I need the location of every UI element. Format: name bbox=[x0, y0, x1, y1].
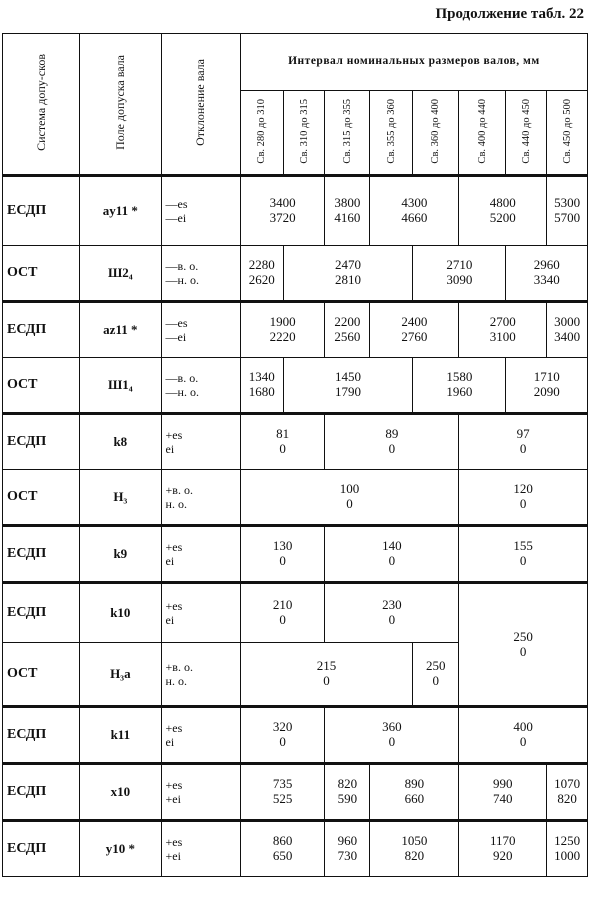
deviation-upper: —es bbox=[165, 315, 188, 330]
table-row bbox=[3, 246, 588, 302]
value-lower: 2620 bbox=[248, 272, 275, 287]
value-upper: 5300 bbox=[554, 195, 581, 211]
value-upper: 1450 bbox=[334, 369, 361, 385]
value-lower: 1960 bbox=[446, 384, 473, 399]
value-cell bbox=[325, 176, 370, 246]
value-cell bbox=[240, 414, 325, 470]
value-upper: 4300 bbox=[401, 195, 428, 211]
deviation-lower: ei bbox=[165, 613, 175, 627]
value-cell bbox=[325, 707, 459, 764]
field-cell: y10 * bbox=[80, 821, 161, 877]
value-lower: 4160 bbox=[334, 210, 361, 225]
header-system: Система допу-сков bbox=[3, 34, 80, 176]
value-upper: 860 bbox=[272, 833, 293, 849]
value-lower: 0 bbox=[323, 673, 330, 688]
table-row bbox=[3, 358, 588, 414]
value-cell bbox=[240, 302, 325, 358]
field-cell: H₃ bbox=[80, 470, 161, 526]
deviation-cell bbox=[161, 358, 240, 414]
value-upper: 230 bbox=[382, 597, 402, 613]
deviation-upper: +es bbox=[165, 720, 183, 735]
value-upper: 990 bbox=[492, 776, 513, 792]
value-cell bbox=[459, 470, 588, 526]
value-cell bbox=[370, 302, 459, 358]
header-range: Св. 440 до 450 bbox=[506, 91, 547, 176]
deviation-upper: +в. о. bbox=[165, 659, 193, 674]
value-upper: 3800 bbox=[334, 195, 361, 211]
deviation-lower: —ei bbox=[165, 211, 187, 225]
header-field: Поле допуска вала bbox=[80, 34, 161, 176]
deviation-cell bbox=[161, 414, 240, 470]
value-cell bbox=[283, 246, 413, 302]
deviation-cell bbox=[161, 821, 240, 877]
value-upper: 130 bbox=[272, 538, 293, 554]
value-lower: 0 bbox=[388, 441, 396, 456]
deviation-cell bbox=[161, 707, 240, 764]
table-row bbox=[3, 414, 588, 470]
field-cell: Ш2₄ bbox=[80, 246, 161, 302]
value-lower: 0 bbox=[279, 612, 286, 627]
system-cell: ЕСДП bbox=[3, 302, 80, 358]
value-upper: 2280 bbox=[248, 257, 275, 273]
header-range: Св. 280 до 310 bbox=[240, 91, 283, 176]
value-lower: 0 bbox=[388, 553, 396, 568]
system-cell: ЕСДП bbox=[3, 583, 80, 643]
value-lower: 0 bbox=[432, 673, 440, 688]
value-upper: 2200 bbox=[334, 314, 361, 330]
deviation-cell bbox=[161, 246, 240, 302]
deviation-cell bbox=[161, 583, 240, 643]
system-cell: ОСТ bbox=[3, 246, 80, 302]
value-cell bbox=[459, 414, 588, 470]
deviation-upper: +es bbox=[165, 539, 183, 554]
value-cell bbox=[459, 707, 588, 764]
value-lower: 3100 bbox=[489, 329, 516, 344]
value-cell bbox=[325, 302, 370, 358]
value-lower: 590 bbox=[337, 791, 358, 806]
value-cell bbox=[240, 358, 283, 414]
value-lower: 5700 bbox=[554, 210, 581, 225]
deviation-lower: ei bbox=[165, 554, 175, 568]
value-cell bbox=[547, 302, 588, 358]
value-upper: 120 bbox=[513, 481, 533, 497]
system-cell: ОСТ bbox=[3, 643, 80, 707]
deviation-upper: —в. о. bbox=[165, 370, 199, 385]
value-upper: 140 bbox=[382, 538, 402, 554]
value-lower: 1680 bbox=[248, 384, 275, 399]
deviation-upper: +es bbox=[165, 777, 183, 792]
table-row bbox=[3, 176, 588, 246]
deviation-lower: +ei bbox=[165, 792, 181, 806]
value-lower: 0 bbox=[388, 612, 396, 627]
system-cell: ЕСДП bbox=[3, 414, 80, 470]
value-cell bbox=[370, 821, 459, 877]
value-cell bbox=[283, 358, 413, 414]
value-cell bbox=[325, 821, 370, 877]
value-cell bbox=[459, 176, 547, 246]
field-cell: k11 bbox=[80, 707, 161, 764]
value-cell bbox=[325, 526, 459, 583]
value-upper: 97 bbox=[516, 426, 530, 442]
value-upper: 360 bbox=[382, 719, 402, 735]
value-upper: 400 bbox=[513, 719, 533, 735]
value-lower: 0 bbox=[519, 553, 527, 568]
deviation-lower: н. о. bbox=[165, 674, 187, 688]
value-cell bbox=[325, 764, 370, 821]
value-cell bbox=[459, 821, 547, 877]
deviation-cell bbox=[161, 643, 240, 707]
system-cell: ЕСДП bbox=[3, 821, 80, 877]
value-lower: 2220 bbox=[269, 329, 296, 344]
value-lower: 3400 bbox=[554, 329, 581, 344]
value-upper: 890 bbox=[404, 776, 425, 792]
header-range: Св. 360 до 400 bbox=[413, 91, 459, 176]
value-lower: 3090 bbox=[446, 272, 473, 287]
field-cell: x10 bbox=[80, 764, 161, 821]
value-upper: 215 bbox=[316, 658, 337, 674]
value-upper: 735 bbox=[272, 776, 293, 792]
field-cell: az11 * bbox=[80, 302, 161, 358]
table-row bbox=[3, 707, 588, 764]
value-upper: 3400 bbox=[269, 195, 296, 211]
field-cell: ay11 * bbox=[80, 176, 161, 246]
value-upper: 89 bbox=[385, 426, 399, 442]
deviation-lower: —н. о. bbox=[165, 273, 199, 287]
value-upper: 4800 bbox=[489, 195, 516, 211]
deviation-lower: —ei bbox=[165, 330, 187, 344]
value-lower: 1790 bbox=[334, 384, 361, 399]
value-cell bbox=[240, 176, 325, 246]
deviation-upper: —в. о. bbox=[165, 258, 199, 273]
value-cell bbox=[459, 583, 588, 707]
value-upper: 100 bbox=[339, 481, 360, 497]
header-range: Св. 315 до 355 bbox=[325, 91, 370, 176]
tolerance-table bbox=[2, 33, 588, 877]
system-cell: ЕСДП bbox=[3, 707, 80, 764]
header-interval: Интервал номинальных размеров валов, мм bbox=[240, 34, 587, 91]
value-upper: 1900 bbox=[269, 314, 296, 330]
value-upper: 2400 bbox=[401, 314, 428, 330]
table-row bbox=[3, 583, 588, 643]
value-lower: 0 bbox=[279, 441, 286, 456]
deviation-upper: —es bbox=[165, 196, 188, 211]
value-cell bbox=[240, 707, 325, 764]
value-upper: 2470 bbox=[334, 257, 361, 273]
value-cell bbox=[370, 764, 459, 821]
value-cell bbox=[325, 414, 459, 470]
value-lower: 2090 bbox=[533, 384, 560, 399]
table-row bbox=[3, 470, 588, 526]
value-lower: 4660 bbox=[401, 210, 428, 225]
value-lower: 0 bbox=[519, 734, 527, 749]
value-lower: 0 bbox=[519, 496, 527, 511]
value-cell bbox=[325, 583, 459, 643]
system-cell: ЕСДП bbox=[3, 176, 80, 246]
value-lower: 3340 bbox=[533, 272, 560, 287]
value-lower: 0 bbox=[279, 553, 286, 568]
value-cell bbox=[240, 764, 325, 821]
value-cell bbox=[413, 643, 459, 707]
value-upper: 1170 bbox=[489, 833, 516, 849]
value-cell bbox=[240, 821, 325, 877]
value-cell bbox=[459, 764, 547, 821]
system-cell: ЕСДП bbox=[3, 764, 80, 821]
field-cell: H₃а bbox=[80, 643, 161, 707]
value-lower: 2760 bbox=[401, 329, 428, 344]
header-deviation: Отклонение вала bbox=[161, 34, 240, 176]
value-cell bbox=[240, 643, 412, 707]
deviation-cell bbox=[161, 176, 240, 246]
value-upper: 81 bbox=[276, 426, 290, 442]
field-cell: Ш1₄ bbox=[80, 358, 161, 414]
deviation-upper: +es bbox=[165, 598, 183, 613]
value-lower: 0 bbox=[388, 734, 396, 749]
value-upper: 2960 bbox=[533, 257, 560, 273]
deviation-lower: н. о. bbox=[165, 497, 187, 511]
value-cell bbox=[547, 821, 588, 877]
value-cell bbox=[240, 526, 325, 583]
table-caption: Продолжение табл. 22 bbox=[435, 6, 584, 22]
value-upper: 1050 bbox=[401, 833, 428, 849]
deviation-upper: +es bbox=[165, 834, 183, 849]
value-cell bbox=[506, 358, 588, 414]
value-upper: 3000 bbox=[554, 314, 581, 330]
header-range: Св. 355 до 360 bbox=[370, 91, 413, 176]
value-upper: 1580 bbox=[446, 369, 473, 385]
deviation-lower: ei bbox=[165, 735, 175, 749]
system-cell: ЕСДП bbox=[3, 526, 80, 583]
value-upper: 320 bbox=[272, 719, 293, 735]
value-cell bbox=[459, 302, 547, 358]
value-cell bbox=[459, 526, 588, 583]
deviation-lower: —н. о. bbox=[165, 385, 199, 399]
value-lower: 0 bbox=[346, 496, 353, 511]
value-cell bbox=[413, 246, 506, 302]
value-upper: 1340 bbox=[248, 369, 275, 385]
deviation-lower: ei bbox=[165, 442, 175, 456]
value-lower: 0 bbox=[279, 734, 286, 749]
value-lower: 820 bbox=[404, 848, 425, 863]
value-upper: 1710 bbox=[533, 369, 560, 385]
value-lower: 650 bbox=[272, 848, 293, 863]
value-upper: 2700 bbox=[489, 314, 516, 330]
value-upper: 2710 bbox=[446, 257, 473, 273]
system-cell: ОСТ bbox=[3, 358, 80, 414]
value-lower: 820 bbox=[557, 791, 577, 806]
table-row bbox=[3, 302, 588, 358]
value-lower: 0 bbox=[519, 643, 527, 659]
deviation-cell bbox=[161, 764, 240, 821]
value-upper: 820 bbox=[337, 776, 358, 792]
deviation-cell bbox=[161, 526, 240, 583]
value-lower: 5200 bbox=[489, 210, 516, 225]
system-cell: ОСТ bbox=[3, 470, 80, 526]
value-lower: 1000 bbox=[554, 848, 581, 863]
value-lower: 920 bbox=[492, 848, 513, 863]
value-lower: 525 bbox=[272, 791, 293, 806]
value-cell bbox=[506, 246, 588, 302]
table-row bbox=[3, 821, 588, 877]
value-lower: 2810 bbox=[334, 272, 361, 287]
value-upper: 250 bbox=[426, 658, 446, 674]
value-upper: 210 bbox=[272, 597, 293, 613]
deviation-lower: +ei bbox=[165, 849, 181, 863]
value-upper: 1070 bbox=[554, 776, 581, 792]
value-lower: 660 bbox=[404, 791, 425, 806]
value-cell bbox=[240, 246, 283, 302]
value-lower: 730 bbox=[337, 848, 358, 863]
deviation-upper: +в. о. bbox=[165, 482, 193, 497]
value-cell bbox=[547, 176, 588, 246]
deviation-cell bbox=[161, 302, 240, 358]
value-lower: 0 bbox=[519, 441, 527, 456]
value-lower: 2560 bbox=[334, 329, 361, 344]
deviation-cell bbox=[161, 470, 240, 526]
header-range: Св. 450 до 500 bbox=[547, 91, 588, 176]
table-row bbox=[3, 526, 588, 583]
table-row bbox=[3, 764, 588, 821]
value-cell bbox=[370, 176, 459, 246]
value-lower: 740 bbox=[492, 791, 513, 806]
value-cell bbox=[413, 358, 506, 414]
field-cell: k10 bbox=[80, 583, 161, 643]
value-upper: 250 bbox=[513, 628, 533, 644]
value-cell bbox=[240, 583, 325, 643]
value-cell bbox=[240, 470, 459, 526]
value-upper: 155 bbox=[513, 538, 533, 554]
value-upper: 1250 bbox=[554, 833, 581, 849]
deviation-upper: +es bbox=[165, 427, 183, 442]
header-range: Св. 400 до 440 bbox=[459, 91, 506, 176]
value-cell bbox=[547, 764, 588, 821]
field-cell: k8 bbox=[80, 414, 161, 470]
value-upper: 960 bbox=[337, 833, 358, 849]
field-cell: k9 bbox=[80, 526, 161, 583]
value-lower: 3720 bbox=[269, 210, 296, 225]
header-range: Св. 310 до 315 bbox=[283, 91, 325, 176]
